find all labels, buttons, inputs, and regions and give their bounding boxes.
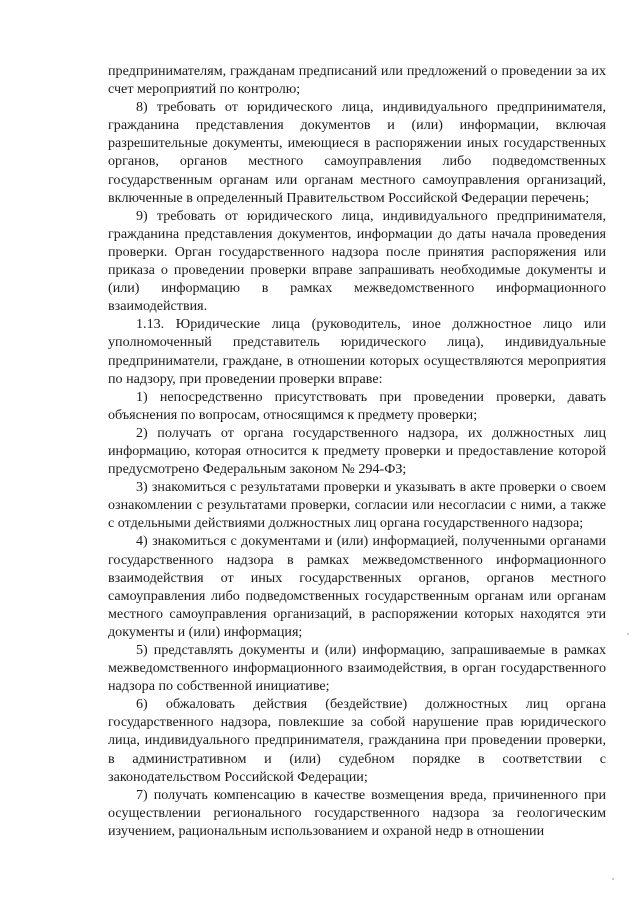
paragraph-item-9: 9) требовать от юридического лица, индивидуального предпринимателя, гражданина представления документов, информации до даты начала проведения проверки. Орган государственного надзора после принятия распоряжения или приказа о проведении проверки вправе запрашивать необходимые документы и (или) информацию в рамках межведомственного информационного взаимодействия. bbox=[108, 207, 606, 315]
paragraph-right-3: 3) знакомиться с результатами проверки и указывать в акте проверки о своем ознакомлении с результатами проверки, согласии или несогласии с ними, а также с отдельными действиями должностных лиц органа государственного надзора; bbox=[108, 479, 606, 532]
paragraph-right-4: 4) знакомиться с документами и (или) информацией, полученными органами государственного надзора в рамках межведомственного информационного взаимодействия от иных государственных органов, органов местного самоуправления либо подведомственных государственным органам или органам местного самоуправления организаций, в распоряжении которых находятся эти документы и (или) информация; bbox=[108, 533, 606, 640]
document-page bbox=[108, 62, 606, 840]
paragraph-right-7: 7) получать компенсацию в качестве возмещения вреда, причиненного при осуществлении регионального государственного надзора за геологическим изучением, рациональным использованием и охраной недр в отношении bbox=[108, 786, 606, 839]
paragraph-right-5: 5) представлять документы и (или) информацию, запрашиваемые в рамках межведомственного информационного взаимодействия, в орган государственного надзора по собственной инициативе; bbox=[108, 642, 606, 695]
paragraph-right-6: 6) обжаловать действия (бездействие) должностных лиц органа государственного надзора, повлекшие за собой нарушение прав юридического лица, индивидуального предпринимателя, гражданина при проведении проверки, в административном и (или) судебном порядке в соответствии с законодательством Российской Федерации; bbox=[108, 696, 606, 785]
paragraph-item-8: 8) требовать от юридического лица, индивидуального предпринимателя, гражданина представления документов и (или) информации, включая разрешительные документы, имеющиеся в распоряжении иных государственных органов, органов местного самоуправления либо подведомственных государственным органам или органам местного самоуправления организаций, включенные в определенный Правительством Российской Федерации перечень; bbox=[108, 99, 606, 206]
scan-speck bbox=[627, 633, 629, 635]
paragraph-continuation: предпринимателям, гражданам предписаний или предложений о проведении за их счет мероприятий по контролю; bbox=[108, 63, 606, 98]
paragraph-right-1: 1) непосредственно присутствовать при проведении проверки, давать объяснения по вопросам, относящимся к предмету проверки; bbox=[108, 388, 606, 423]
scan-speck bbox=[612, 878, 614, 880]
paragraph-right-2: 2) получать от органа государственного надзора, их должностных лиц информацию, которая относится к предмету проверки и предоставление которой предусмотрено Федеральным законом № 294-ФЗ; bbox=[108, 424, 606, 478]
paragraph-section-1-13: 1.13. Юридические лица (руководитель, иное должностное лицо или уполномоченный представитель юридического лица), индивидуальные предприниматели, граждане, в отношении которых осуществляются мероприятия по надзору, при проведении проверки вправе: bbox=[108, 316, 606, 387]
